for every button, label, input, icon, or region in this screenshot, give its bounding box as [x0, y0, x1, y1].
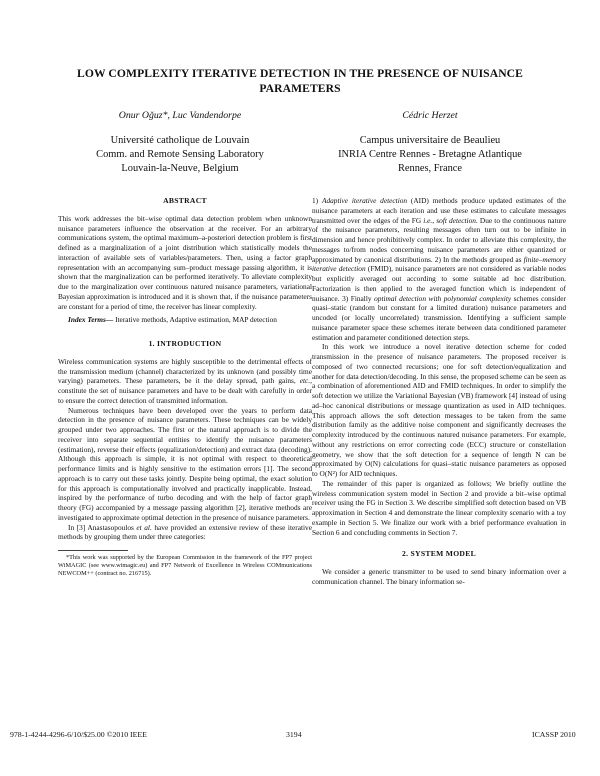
text-span: soft detection	[436, 215, 476, 225]
text-span: In [3] Anastasopoulos	[68, 522, 137, 532]
text-span: i.e.	[423, 215, 433, 225]
affiliation-line: Louvain-la-Neuve, Belgium	[121, 163, 239, 174]
body-paragraph: In this work we introduce a novel iterative detection scheme for coded transmission in the presence of nuisance parameters. The proposed receiver is composed of two connected recursions; one for soft detection/equalization and another for data detection/decoding. In this sense, the proposed scheme can be seen as a combination of aforementioned AID and FMID techniques. In order to simplify the soft detection we utilize the Variational Bayesian (VB) framework [4] instead of using ad–hoc canonical distributions or message quantization as used in AID techniques. This approach allows the soft detection messages to be taken from the same distribution family as the additive noise component and significantly decreases the complexity introduced by the continuous natured nuisance parameters. For example, without any restrictions on error correcting code (ECC) structure or constellation geometry, we show that the soft detection for a sequence of length N can be approximated by O(N) calculations for quasi–static nuisance parameters as opposed to O(N²) for AID techniques.	[312, 342, 566, 478]
text-span: have provided an extensive review of these iterative methods by grouping them under three categories:	[58, 522, 312, 542]
text-span: et al.	[136, 522, 152, 532]
authors-right: Cédric Herzet	[402, 110, 458, 121]
affiliation-left	[60, 134, 300, 176]
intro-heading: 1. INTRODUCTION	[148, 339, 222, 348]
footer-page-number: 3194	[286, 730, 302, 739]
text-span: , constitute the set of nuisance parameters and have to be dealt with carefully in order to ensure the correct detection of transmitted information.	[58, 376, 312, 405]
body-paragraph: We consider a generic transmitter to be used to send binary information over a communication channel. The binary information se-	[312, 567, 566, 586]
text-span: 1)	[312, 196, 322, 205]
abstract-heading: ABSTRACT	[163, 196, 207, 205]
body-paragraph: The remainder of this paper is organized as follows; We briefly outline the wireless communication system model in Section 2 and provide a bit–wise optimal receiver using the FG in Section 3. We describe simplified soft detection based on VB approximation in Section 4 and demonstrate the linear complexity scenario with a toy example in Section 5. We finalize our work with a brief performance evaluation in Section 6 and concluding comments in Section 7.	[312, 478, 566, 537]
footer-conference: ICASSP 2010	[532, 730, 576, 739]
affiliation-line: INRIA Centre Rennes - Bretagne Atlantique	[338, 149, 522, 160]
index-terms	[58, 315, 312, 325]
text-span: Adaptive iterative detection	[321, 196, 408, 205]
text-span: (AID) methods produce updated estimates of the nuisance parameters at each iteration and use these estimates to calculate messages transmitted over the edges of the FG	[312, 196, 566, 225]
affiliation-line: Campus universitaire de Beaulieu	[359, 135, 501, 146]
text-span: etc.	[299, 376, 311, 386]
abstract-text: This work addresses the bit–wise optimal data detection problem when unknown nuisance parameters influence the observation at the receiver. For an arbitrary communications system, the optimal maximum–a-posteriori detection problem is first defined as a marginalization of a joint distribution which statistically models the interaction of available sets of variables/parameters. Then, using a factor graph representation with an accompanying sum–product message passing algorithm, it is shown that the marginalization can be performed iteratively. To alleviate complexity due to the marginalization over continuous natured nuisance parameters, variational Bayesian approximation is introduced and it is shown that, if the nuisance parameters are constant for a period of time, the receiver has linear complexity.	[58, 213, 312, 311]
index-terms-text: Iterative methods, Adaptive estimation, MAP detection	[113, 315, 277, 325]
text-span: Wireless communication systems are highly susceptible to the detrimental effects of the transmission medium (channel) characterized by its unknown (and possibly time varying) parameters. These parameters, be it the delay spread, path gains,	[58, 356, 312, 386]
affiliation-line: Comm. and Remote Sensing Laboratory	[96, 149, 264, 160]
index-terms-label: Index Terms—	[68, 315, 114, 325]
text-span: optimal detection with polynomial complexity	[374, 293, 512, 303]
text-span: schemes consider quasi–static (random but constant for a limited duration) nuisance parameters and uncoded (or locally uncorrelated) transmission. Identifying a sufficient sample nuisance parameter space these schemes iterate between data conditioned parameter estimation and parameter conditioned detection steps.	[312, 293, 566, 342]
footnote-rule	[58, 550, 128, 551]
left-column	[58, 196, 312, 579]
paper-title: LOW COMPLEXITY ITERATIVE DETECTION IN THE PRESENCE OF NUISANCE PARAMETERS	[77, 67, 523, 95]
intro-paragraph	[58, 523, 312, 543]
text-span: ,	[432, 215, 437, 225]
footnote: *This work was supported by the European Commission in the framework of the FP7 project WiMAGIC (see www.wimagic.eu) and FP7 Network of Excellence in Wireless COMmunications NEWCOM++ (contract no. 216715).	[58, 554, 312, 578]
affiliation-line: Université catholique de Louvain	[110, 135, 250, 146]
affiliation-line: Rennes, France	[397, 163, 463, 174]
body-paragraph	[312, 196, 566, 342]
right-column	[312, 196, 566, 587]
affiliation-right	[312, 134, 548, 176]
intro-paragraph	[58, 357, 312, 406]
intro-paragraph: Numerous techniques have been developed over the years to perform data detection in the presence of nuisance parameters. These techniques can be widely grouped under two approaches. The first or the natural approach is to divide the receiver into separate sequential entities to identify the nuisance parameters (estimation), reverse their effects (equalization/detection) and extract data (decoding). Although this approach is simple, it is not optimal with respect to theoretical performance limits and is highly sensitive to the estimation errors [1]. The second approach is to carry out these tasks jointly. Despite being optimal, the exact solution for this approach is computationally involved and practically inapplicable. Instead, inspired by the performance of turbo decoding and with the help of factor graph theory (FG) accompanied by a message passing algorithm [2], iterative methods are investigated to approximate optimal detection in the presence of nuisance parameters.	[58, 405, 312, 522]
text-span: . Due to the continuous nature of the nuisance parameters, resulting messages often turn out to be infinite in dimension and hence prohibitively complex. In order to alleviate this complexity, the messages to/from nodes concerning nuisance parameters are either quantized or approximated by canonical distributions. 2) In the methods grouped as	[312, 215, 566, 264]
text-span: (FMID), nuisance parameters are not considered as variable nodes but explicitly averaged out according to some suitable ad hoc distribution. Factorization is then applied to the averaged function which is independent of nuisance. 3) Finally	[312, 264, 566, 303]
text-span: finite–memory iterative detection	[312, 254, 566, 274]
authors-left: Onur Oğuz*, Luc Vandendorpe	[118, 110, 242, 121]
footer-copyright: 978-1-4244-4296-6/10/$25.00 ©2010 IEEE	[10, 730, 147, 739]
section2-heading: 2. SYSTEM MODEL	[402, 549, 476, 559]
